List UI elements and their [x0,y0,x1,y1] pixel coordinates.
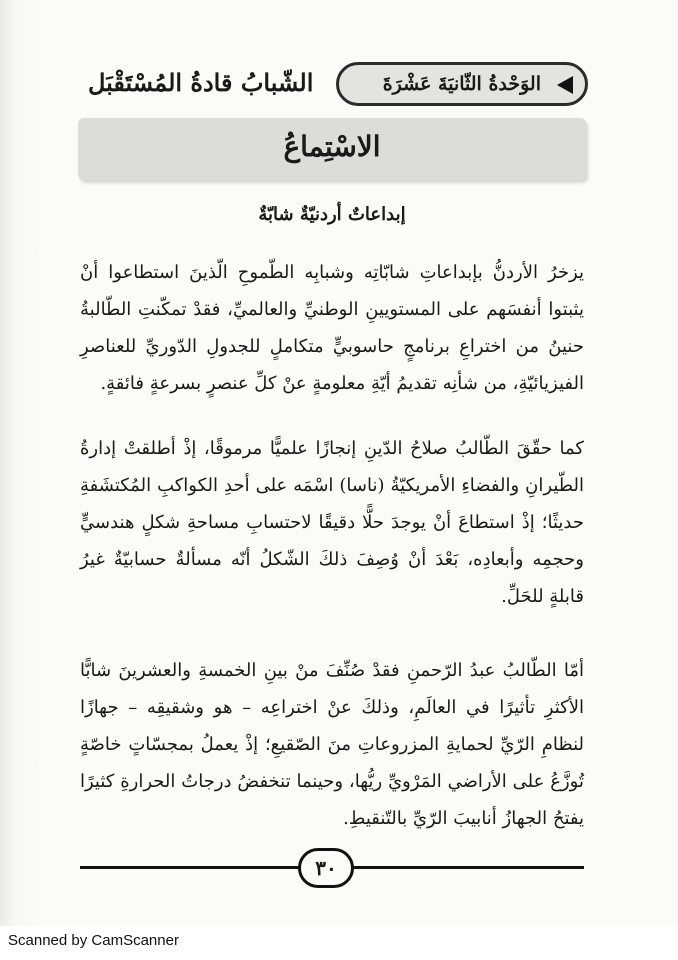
footer-rule-left [80,866,300,869]
unit-badge [336,62,588,106]
footer-rule-right [352,866,584,869]
scanner-watermark: Scanned by CamScanner [8,932,179,949]
play-icon [557,76,573,94]
section-title: الاسْتِماعُ [283,130,381,163]
page-number: ٣٠ [298,848,354,888]
unit-header [78,62,588,108]
paragraph-3: أمّا الطّالبُ عبدُ الرّحمنِ فقدْ صُنِّفَ منْ بينِ الخمسةِ والعشرينَ شابًّا الأكثرِ تأثيرًا في العالَمِ، وذلكَ عنْ اختراعِه – هو وشقيقِه – جهازًا لنظامِ الرّيِّ لحمايةِ المزروعاتِ منَ الصّقيعِ؛ إذْ يعملُ بمجسّاتٍ خاصّةٍ تُوزَّعُ على الأراضي المَرْويِّ ريُّها، وحينما تنخفضُ درجاتُ الحرارةِ كثيرًا يفتحُ الجهازُ أنابيبَ الرّيِّ بالتّنقيطِ. [80,660,584,829]
section-banner [78,118,586,180]
unit-title: الشّبابُ قادةُ المُسْتَقْبَل [88,68,314,97]
paragraph-1: يزخرُ الأردنُّ بإبداعاتِ شابّاتِه وشبابِه الطّموحِ الّذينَ استطاعوا أنْ يثبتوا أنفسَهم على المستويينِ الوطنيِّ والعالميِّ، فقدْ تمكّنتِ الطّالبةُ حنينُ من اختراعِ برنامجٍ حاسوبيٍّ متكاملٍ للجدولِ الدّوريِّ للعناصرِ الفيزيائيّةِ، من شأنِه تقديمُ أيّةِ معلومةٍ عنْ كلِّ عنصرٍ بسرعةٍ فائقةٍ. [80,262,584,394]
unit-label: الوَحْدةُ الثّانيَةَ عَشْرَةَ [382,73,541,95]
article-title: إبداعاتٌ أردنيّةٌ شابّةٌ [258,204,406,225]
paragraph-2: كما حقّقَ الطّالبُ صلاحُ الدّينِ إنجازًا علميًّا مرموقًا، إذْ أطلقتْ إدارةُ الطّيرانِ والفضاءِ الأمريكيّةُ (ناسا) اسْمَه على أحدِ الكواكبِ المُكتشَفةِ حديثًا؛ إذْ استطاعَ أنْ يوجدَ حلًّا دقيقًا لاحتسابِ مساحةِ شكلٍ هندسيٍّ وحجمِه وأبعادِه، بَعْدَ أنْ وُصِفَ ذلكَ الشّكلُ أنّه مسألةٌ حسابيّةٌ غيرُ قابلةٍ للحَلِّ. [80,438,584,607]
